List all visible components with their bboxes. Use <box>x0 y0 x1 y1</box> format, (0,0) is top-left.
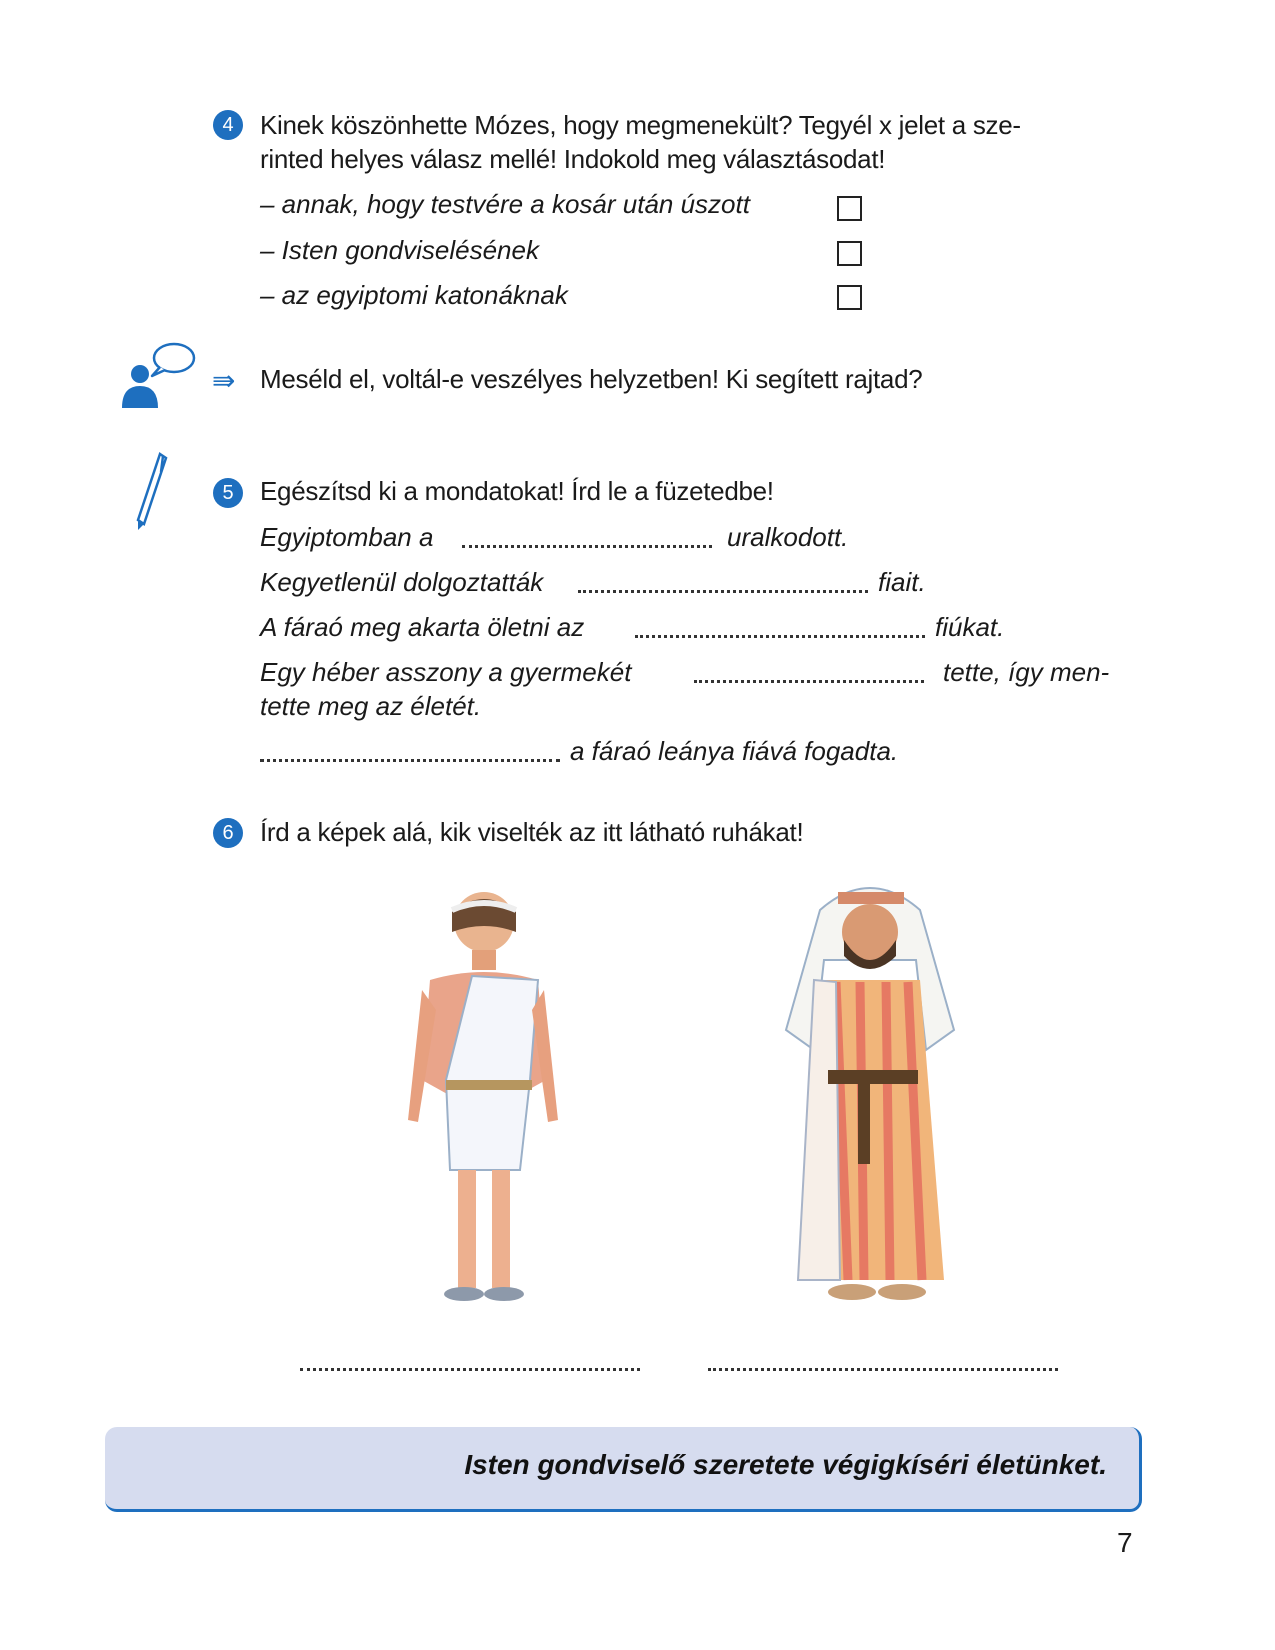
task-4-checkbox-2[interactable] <box>837 241 862 266</box>
task-4-badge: 4 <box>213 110 243 140</box>
motto-text: Isten gondviselő szeretete végigkíséri életünket. <box>464 1449 1107 1480</box>
hebrew-man-illustration <box>740 870 1010 1320</box>
answer-line-right[interactable] <box>708 1368 1058 1371</box>
sentence-3-start: A fáraó meg akarta öletni az <box>260 612 585 642</box>
task-6-badge: 6 <box>213 818 243 848</box>
task-4-checkbox-1[interactable] <box>837 196 862 221</box>
answer-line-left[interactable] <box>300 1368 640 1371</box>
task-5-badge: 5 <box>213 478 243 508</box>
task-4-question-line1: Kinek köszönhette Mózes, hogy megmenekült? Tegyél x jelet a sze- <box>260 110 1021 140</box>
sentence-2-blank[interactable] <box>578 590 868 593</box>
sentence-4-end: tette, így men- <box>943 657 1110 687</box>
arrow-icon: ⇛ <box>212 365 236 396</box>
pen-icon <box>130 450 170 532</box>
egyptian-man-illustration <box>360 880 620 1320</box>
motto-box <box>105 1427 1142 1512</box>
sentence-4-blank[interactable] <box>694 680 924 683</box>
sentence-4-continuation: tette meg az életét. <box>260 691 482 721</box>
task-5-prompt: Egészítsd ki a mondatokat! Írd le a füzetedbe! <box>260 476 774 506</box>
sentence-4-start: Egy héber asszony a gyermekét <box>260 657 632 687</box>
sentence-3-blank[interactable] <box>635 635 925 638</box>
task-4-option-2: – Isten gondviselésének <box>260 235 539 265</box>
task-4-option-1: – annak, hogy testvére a kosár után úszott <box>260 189 750 219</box>
task-4-option-3: – az egyiptomi katonáknak <box>260 280 568 310</box>
sentence-2-start: Kegyetlenül dolgoztatták <box>260 567 544 597</box>
task-4-checkbox-3[interactable] <box>837 285 862 310</box>
sentence-2-end: fiait. <box>878 567 926 597</box>
page-number: 7 <box>1117 1527 1133 1558</box>
sentence-1-start: Egyiptomban a <box>260 522 434 552</box>
sentence-3-end: fiúkat. <box>935 612 1005 642</box>
sentence-1-blank[interactable] <box>462 545 712 548</box>
sentence-5-blank[interactable] <box>260 759 560 762</box>
task-6-prompt: Írd a képek alá, kik viselték az itt látható ruhákat! <box>260 817 804 847</box>
task-4-question-line2: rinted helyes válasz mellé! Indokold meg választásodat! <box>260 144 886 174</box>
speech-person-icon <box>116 340 198 410</box>
discussion-prompt: Meséld el, voltál-e veszélyes helyzetben! Ki segített rajtad? <box>260 364 923 394</box>
sentence-1-end: uralkodott. <box>727 522 849 552</box>
sentence-5-end: a fáraó leánya fiává fogadta. <box>570 736 899 766</box>
